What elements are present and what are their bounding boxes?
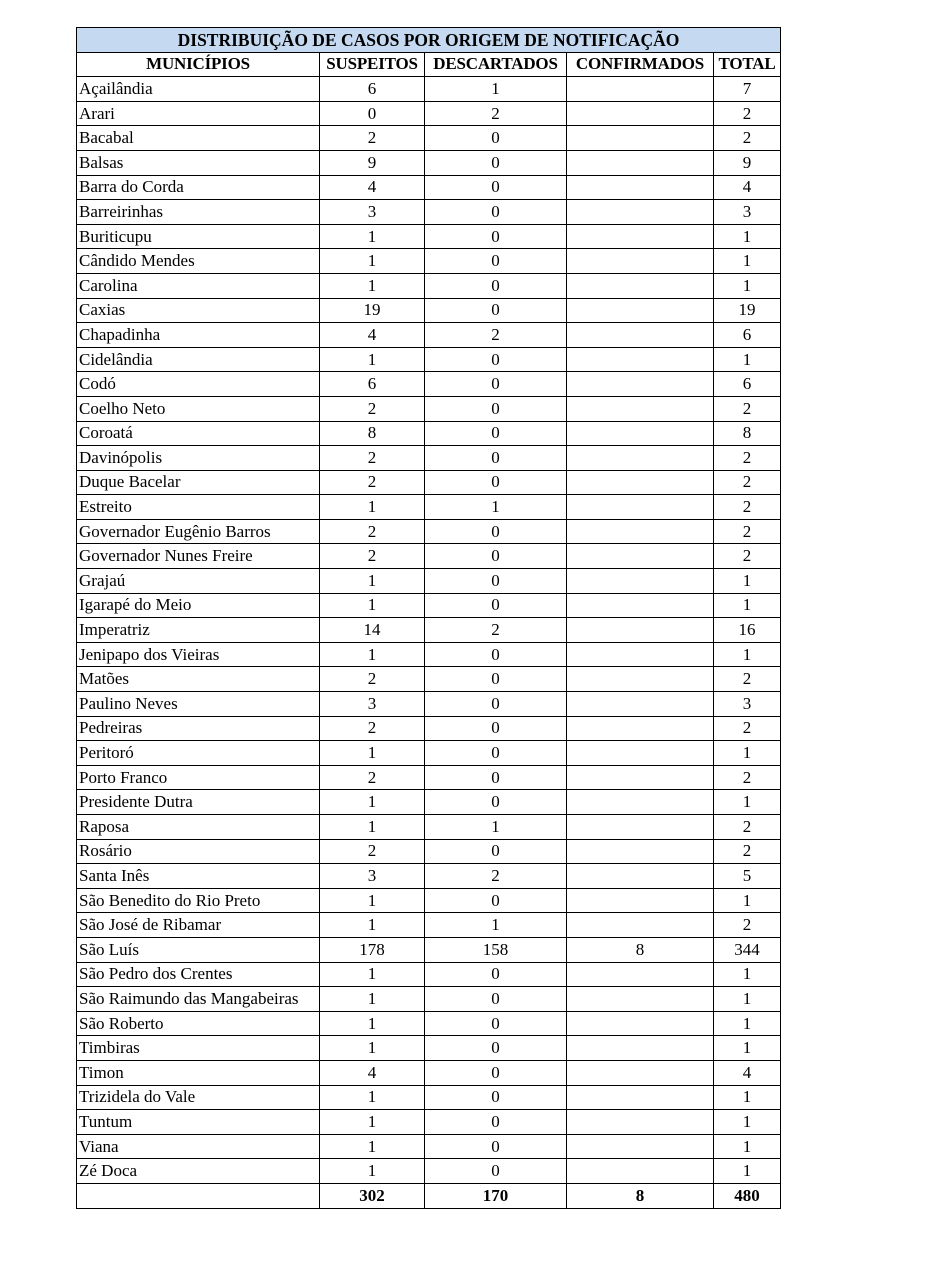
table-row: [77, 101, 781, 126]
confirmados-cell: [567, 544, 714, 569]
suspeitos-cell: 3: [320, 864, 425, 889]
municipio-cell: Zé Doca: [77, 1159, 320, 1184]
descartados-cell: 0: [425, 1036, 567, 1061]
table-row: [77, 1011, 781, 1036]
suspeitos-cell: 1: [320, 347, 425, 372]
table-row: [77, 224, 781, 249]
confirmados-cell: [567, 249, 714, 274]
total-cell: 1: [714, 1134, 781, 1159]
suspeitos-cell: 9: [320, 150, 425, 175]
confirmados-cell: [567, 1036, 714, 1061]
suspeitos-cell: 1: [320, 495, 425, 520]
confirmados-cell: [567, 765, 714, 790]
totals-label: [77, 1183, 320, 1208]
descartados-cell: 0: [425, 1110, 567, 1135]
confirmados-cell: [567, 446, 714, 471]
table-row: [77, 175, 781, 200]
table-row: [77, 741, 781, 766]
descartados-cell: 0: [425, 1159, 567, 1184]
descartados-cell: 0: [425, 347, 567, 372]
descartados-cell: 2: [425, 618, 567, 643]
total-cell: 9: [714, 150, 781, 175]
total-cell: 16: [714, 618, 781, 643]
municipio-cell: Tuntum: [77, 1110, 320, 1135]
descartados-cell: 0: [425, 692, 567, 717]
suspeitos-cell: 4: [320, 323, 425, 348]
municipio-cell: Santa Inês: [77, 864, 320, 889]
municipio-cell: São Raimundo das Mangabeiras: [77, 987, 320, 1012]
total-cell: 6: [714, 372, 781, 397]
confirmados-cell: [567, 888, 714, 913]
confirmados-cell: [567, 470, 714, 495]
suspeitos-cell: 1: [320, 273, 425, 298]
total-cell: 1: [714, 224, 781, 249]
suspeitos-cell: 1: [320, 815, 425, 840]
confirmados-cell: [567, 77, 714, 102]
table-row: [77, 544, 781, 569]
title-row: [77, 28, 781, 53]
total-cell: 344: [714, 937, 781, 962]
total-cell: 2: [714, 446, 781, 471]
total-suspeitos: 302: [320, 1183, 425, 1208]
total-cell: 2: [714, 667, 781, 692]
municipio-cell: Peritoró: [77, 741, 320, 766]
total-cell: 1: [714, 249, 781, 274]
header-confirmados: CONFIRMADOS: [567, 52, 714, 77]
confirmados-cell: [567, 618, 714, 643]
total-cell: 1: [714, 888, 781, 913]
municipio-cell: Timon: [77, 1060, 320, 1085]
descartados-cell: 0: [425, 421, 567, 446]
table-row: [77, 839, 781, 864]
total-cell: 7: [714, 77, 781, 102]
table-row: [77, 864, 781, 889]
suspeitos-cell: 1: [320, 224, 425, 249]
suspeitos-cell: 1: [320, 569, 425, 594]
table-row: [77, 667, 781, 692]
descartados-cell: 2: [425, 101, 567, 126]
municipio-cell: Açailândia: [77, 77, 320, 102]
suspeitos-cell: 1: [320, 1159, 425, 1184]
table-row: [77, 1110, 781, 1135]
table-row: [77, 396, 781, 421]
suspeitos-cell: 1: [320, 249, 425, 274]
confirmados-cell: [567, 1011, 714, 1036]
table-row: [77, 470, 781, 495]
confirmados-cell: [567, 987, 714, 1012]
total-descartados: 170: [425, 1183, 567, 1208]
total-cell: 2: [714, 101, 781, 126]
confirmados-cell: [567, 1085, 714, 1110]
table-row: [77, 421, 781, 446]
confirmados-cell: [567, 962, 714, 987]
descartados-cell: 0: [425, 716, 567, 741]
confirmados-cell: [567, 323, 714, 348]
confirmados-cell: [567, 642, 714, 667]
municipio-cell: Viana: [77, 1134, 320, 1159]
total-cell: 1: [714, 1036, 781, 1061]
suspeitos-cell: 3: [320, 692, 425, 717]
confirmados-cell: [567, 298, 714, 323]
table-row: [77, 618, 781, 643]
descartados-cell: 0: [425, 765, 567, 790]
table-row: [77, 1159, 781, 1184]
confirmados-cell: [567, 495, 714, 520]
suspeitos-cell: 2: [320, 446, 425, 471]
confirmados-cell: [567, 913, 714, 938]
confirmados-cell: [567, 175, 714, 200]
total-cell: 5: [714, 864, 781, 889]
total-cell: 1: [714, 642, 781, 667]
table-row: [77, 1085, 781, 1110]
total-cell: 2: [714, 495, 781, 520]
confirmados-cell: [567, 273, 714, 298]
descartados-cell: 0: [425, 839, 567, 864]
municipio-cell: Coroatá: [77, 421, 320, 446]
suspeitos-cell: 2: [320, 519, 425, 544]
suspeitos-cell: 4: [320, 1060, 425, 1085]
descartados-cell: 158: [425, 937, 567, 962]
municipio-cell: Timbiras: [77, 1036, 320, 1061]
total-cell: 2: [714, 544, 781, 569]
total-cell: 1: [714, 962, 781, 987]
descartados-cell: 0: [425, 1011, 567, 1036]
total-cell: 1: [714, 1159, 781, 1184]
confirmados-cell: [567, 815, 714, 840]
municipio-cell: Rosário: [77, 839, 320, 864]
suspeitos-cell: 1: [320, 593, 425, 618]
table-row: [77, 765, 781, 790]
suspeitos-cell: 2: [320, 716, 425, 741]
table-row: [77, 692, 781, 717]
table-row: [77, 323, 781, 348]
header-total: TOTAL: [714, 52, 781, 77]
municipio-cell: Grajaú: [77, 569, 320, 594]
descartados-cell: 0: [425, 446, 567, 471]
confirmados-cell: [567, 372, 714, 397]
municipio-cell: São Roberto: [77, 1011, 320, 1036]
municipio-cell: Governador Nunes Freire: [77, 544, 320, 569]
suspeitos-cell: 1: [320, 1036, 425, 1061]
confirmados-cell: [567, 593, 714, 618]
confirmados-cell: [567, 716, 714, 741]
suspeitos-cell: 6: [320, 372, 425, 397]
header-municipios: MUNICÍPIOS: [77, 52, 320, 77]
table-row: [77, 569, 781, 594]
total-cell: 2: [714, 839, 781, 864]
descartados-cell: 1: [425, 77, 567, 102]
table-row: [77, 815, 781, 840]
table-title: DISTRIBUIÇÃO DE CASOS POR ORIGEM DE NOTIFICAÇÃO: [77, 28, 781, 53]
municipio-cell: Coelho Neto: [77, 396, 320, 421]
total-cell: 2: [714, 815, 781, 840]
confirmados-cell: [567, 150, 714, 175]
total-cell: 1: [714, 347, 781, 372]
confirmados-cell: [567, 126, 714, 151]
confirmados-cell: [567, 1110, 714, 1135]
suspeitos-cell: 1: [320, 790, 425, 815]
total-cell: 2: [714, 716, 781, 741]
suspeitos-cell: 1: [320, 1085, 425, 1110]
confirmados-cell: [567, 347, 714, 372]
total-cell: 1: [714, 790, 781, 815]
suspeitos-cell: 0: [320, 101, 425, 126]
table-row: [77, 200, 781, 225]
municipio-cell: São Benedito do Rio Preto: [77, 888, 320, 913]
municipio-cell: Porto Franco: [77, 765, 320, 790]
suspeitos-cell: 3: [320, 200, 425, 225]
descartados-cell: 0: [425, 200, 567, 225]
table-row: [77, 519, 781, 544]
table-row: [77, 937, 781, 962]
descartados-cell: 0: [425, 642, 567, 667]
total-cell: 8: [714, 421, 781, 446]
municipio-cell: Imperatriz: [77, 618, 320, 643]
total-cell: 2: [714, 913, 781, 938]
table-row: [77, 913, 781, 938]
descartados-cell: 0: [425, 1085, 567, 1110]
confirmados-cell: [567, 839, 714, 864]
confirmados-cell: [567, 692, 714, 717]
table-row: [77, 888, 781, 913]
suspeitos-cell: 1: [320, 888, 425, 913]
suspeitos-cell: 2: [320, 396, 425, 421]
table-row: [77, 298, 781, 323]
municipio-cell: Duque Bacelar: [77, 470, 320, 495]
municipio-cell: Balsas: [77, 150, 320, 175]
descartados-cell: 0: [425, 962, 567, 987]
suspeitos-cell: 178: [320, 937, 425, 962]
total-cell: 1: [714, 273, 781, 298]
confirmados-cell: [567, 864, 714, 889]
municipio-cell: Pedreiras: [77, 716, 320, 741]
descartados-cell: 0: [425, 987, 567, 1012]
header-row: [77, 52, 781, 77]
suspeitos-cell: 2: [320, 126, 425, 151]
suspeitos-cell: 4: [320, 175, 425, 200]
confirmados-cell: [567, 667, 714, 692]
total-cell: 1: [714, 1110, 781, 1135]
municipio-cell: Raposa: [77, 815, 320, 840]
suspeitos-cell: 2: [320, 544, 425, 569]
descartados-cell: 0: [425, 470, 567, 495]
total-cell: 1: [714, 593, 781, 618]
table-row: [77, 790, 781, 815]
table-row: [77, 495, 781, 520]
total-cell: 2: [714, 519, 781, 544]
suspeitos-cell: 2: [320, 839, 425, 864]
descartados-cell: 0: [425, 175, 567, 200]
municipio-cell: Governador Eugênio Barros: [77, 519, 320, 544]
table-row: [77, 1060, 781, 1085]
municipio-cell: Davinópolis: [77, 446, 320, 471]
confirmados-cell: [567, 1060, 714, 1085]
municipio-cell: Estreito: [77, 495, 320, 520]
descartados-cell: 0: [425, 150, 567, 175]
table-row: [77, 642, 781, 667]
descartados-cell: 2: [425, 864, 567, 889]
suspeitos-cell: 1: [320, 987, 425, 1012]
total-cell: 2: [714, 765, 781, 790]
table-row: [77, 1036, 781, 1061]
confirmados-cell: [567, 519, 714, 544]
table-row: [77, 987, 781, 1012]
table-row: [77, 273, 781, 298]
descartados-cell: 0: [425, 396, 567, 421]
municipio-cell: Cândido Mendes: [77, 249, 320, 274]
total-cell: 1: [714, 569, 781, 594]
total-cell: 1: [714, 987, 781, 1012]
total-cell: 1: [714, 741, 781, 766]
total-cell: 2: [714, 470, 781, 495]
table-row: [77, 1134, 781, 1159]
confirmados-cell: [567, 200, 714, 225]
municipio-cell: Trizidela do Vale: [77, 1085, 320, 1110]
total-cell: 19: [714, 298, 781, 323]
suspeitos-cell: 1: [320, 913, 425, 938]
cases-table: [76, 27, 781, 1209]
table-row: [77, 249, 781, 274]
total-cell: 2: [714, 126, 781, 151]
suspeitos-cell: 6: [320, 77, 425, 102]
municipio-cell: Buriticupu: [77, 224, 320, 249]
totals-row: [77, 1183, 781, 1208]
municipio-cell: Carolina: [77, 273, 320, 298]
municipio-cell: Jenipapo dos Vieiras: [77, 642, 320, 667]
total-cell: 6: [714, 323, 781, 348]
municipio-cell: São Pedro dos Crentes: [77, 962, 320, 987]
municipio-cell: Caxias: [77, 298, 320, 323]
suspeitos-cell: 2: [320, 667, 425, 692]
total-cell: 2: [714, 396, 781, 421]
suspeitos-cell: 14: [320, 618, 425, 643]
table-row: [77, 126, 781, 151]
municipio-cell: Bacabal: [77, 126, 320, 151]
table-row: [77, 962, 781, 987]
descartados-cell: 1: [425, 495, 567, 520]
suspeitos-cell: 1: [320, 1110, 425, 1135]
municipio-cell: Barra do Corda: [77, 175, 320, 200]
municipio-cell: Igarapé do Meio: [77, 593, 320, 618]
suspeitos-cell: 1: [320, 741, 425, 766]
descartados-cell: 0: [425, 372, 567, 397]
descartados-cell: 0: [425, 224, 567, 249]
suspeitos-cell: 1: [320, 1134, 425, 1159]
confirmados-cell: 8: [567, 937, 714, 962]
descartados-cell: 1: [425, 815, 567, 840]
suspeitos-cell: 19: [320, 298, 425, 323]
table-row: [77, 593, 781, 618]
suspeitos-cell: 2: [320, 765, 425, 790]
total-cell: 3: [714, 692, 781, 717]
descartados-cell: 0: [425, 888, 567, 913]
table-row: [77, 77, 781, 102]
municipio-cell: São José de Ribamar: [77, 913, 320, 938]
suspeitos-cell: 1: [320, 1011, 425, 1036]
total-cell: 1: [714, 1011, 781, 1036]
confirmados-cell: [567, 224, 714, 249]
table-row: [77, 347, 781, 372]
confirmados-cell: [567, 741, 714, 766]
confirmados-cell: [567, 396, 714, 421]
table-row: [77, 372, 781, 397]
descartados-cell: 0: [425, 569, 567, 594]
descartados-cell: 0: [425, 126, 567, 151]
descartados-cell: 0: [425, 741, 567, 766]
table-row: [77, 716, 781, 741]
municipio-cell: Paulino Neves: [77, 692, 320, 717]
descartados-cell: 0: [425, 544, 567, 569]
confirmados-cell: [567, 1159, 714, 1184]
municipio-cell: Presidente Dutra: [77, 790, 320, 815]
municipio-cell: Chapadinha: [77, 323, 320, 348]
total-cell: 4: [714, 175, 781, 200]
suspeitos-cell: 1: [320, 642, 425, 667]
descartados-cell: 0: [425, 790, 567, 815]
descartados-cell: 0: [425, 1060, 567, 1085]
municipio-cell: São Luís: [77, 937, 320, 962]
total-total: 480: [714, 1183, 781, 1208]
total-cell: 4: [714, 1060, 781, 1085]
suspeitos-cell: 8: [320, 421, 425, 446]
municipio-cell: Codó: [77, 372, 320, 397]
table-row: [77, 446, 781, 471]
total-confirmados: 8: [567, 1183, 714, 1208]
confirmados-cell: [567, 1134, 714, 1159]
municipio-cell: Cidelândia: [77, 347, 320, 372]
suspeitos-cell: 2: [320, 470, 425, 495]
header-descartados: DESCARTADOS: [425, 52, 567, 77]
descartados-cell: 0: [425, 593, 567, 618]
table-row: [77, 150, 781, 175]
confirmados-cell: [567, 421, 714, 446]
descartados-cell: 0: [425, 1134, 567, 1159]
descartados-cell: 0: [425, 519, 567, 544]
confirmados-cell: [567, 790, 714, 815]
total-cell: 3: [714, 200, 781, 225]
confirmados-cell: [567, 569, 714, 594]
municipio-cell: Barreirinhas: [77, 200, 320, 225]
municipio-cell: Arari: [77, 101, 320, 126]
header-suspeitos: SUSPEITOS: [320, 52, 425, 77]
descartados-cell: 0: [425, 667, 567, 692]
descartados-cell: 0: [425, 249, 567, 274]
descartados-cell: 1: [425, 913, 567, 938]
descartados-cell: 0: [425, 273, 567, 298]
confirmados-cell: [567, 101, 714, 126]
total-cell: 1: [714, 1085, 781, 1110]
descartados-cell: 2: [425, 323, 567, 348]
suspeitos-cell: 1: [320, 962, 425, 987]
municipio-cell: Matões: [77, 667, 320, 692]
descartados-cell: 0: [425, 298, 567, 323]
